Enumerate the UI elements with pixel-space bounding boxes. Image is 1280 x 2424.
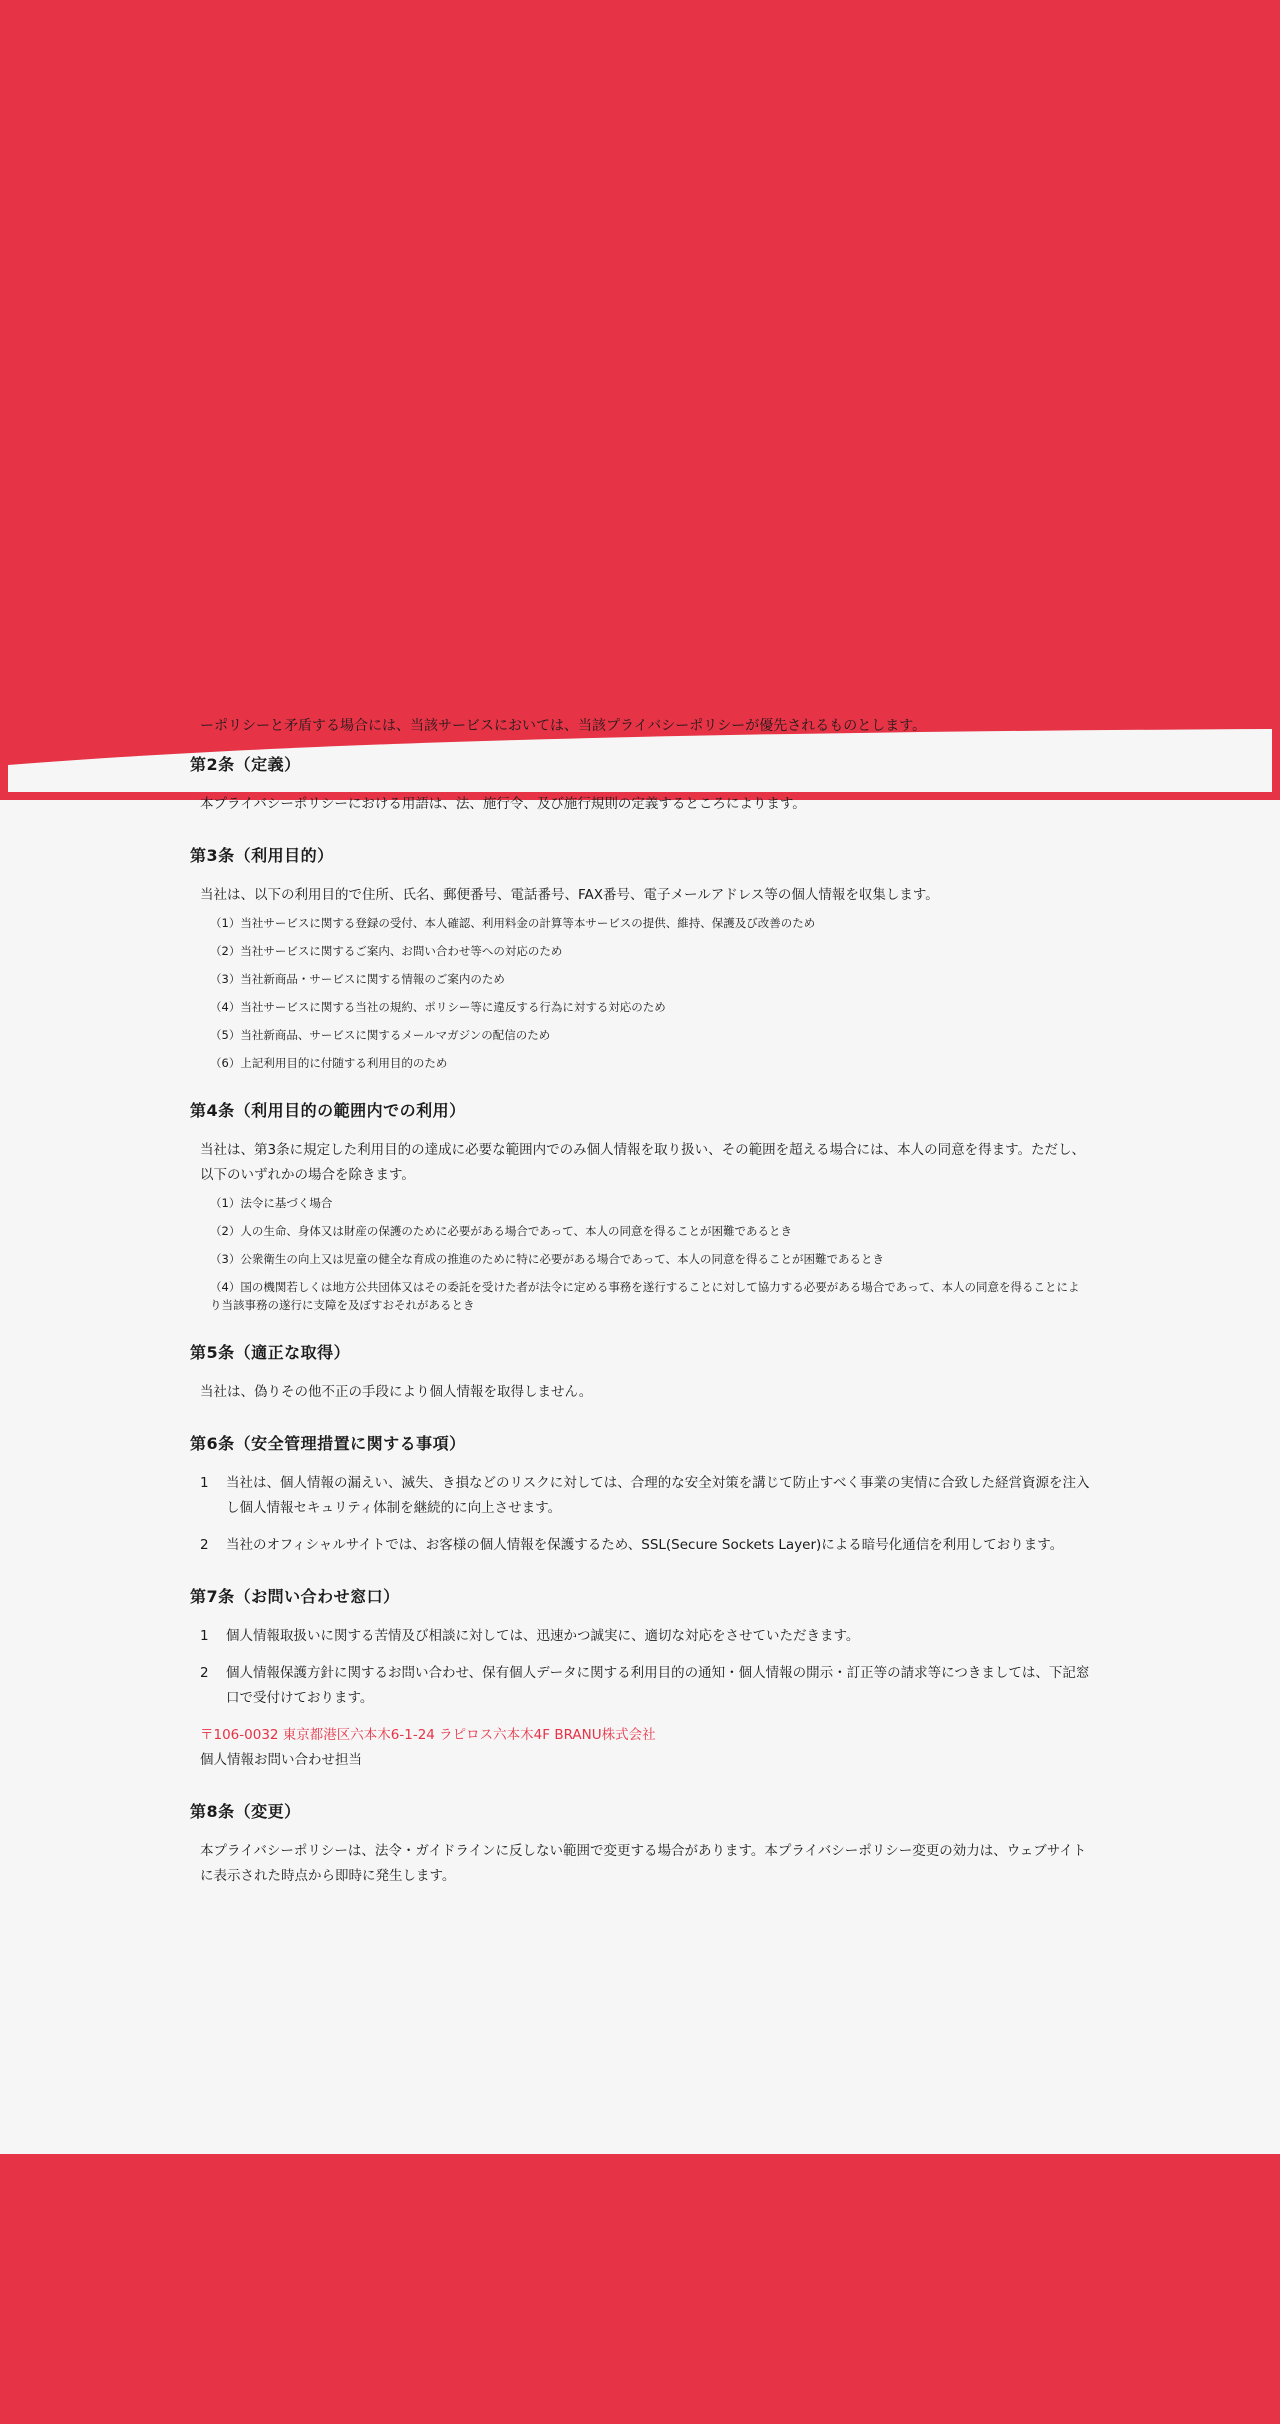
list-item: （2）人の生命、身体又は財産の保護のために必要がある場合であって、本人の同意を得ることが困難であるとき <box>210 1224 792 1238</box>
section-title: 第3条（利用目的） <box>190 846 334 865</box>
list-item: （3）当社新商品・サービスに関する情報のご案内のため <box>210 972 505 986</box>
numbered-paragraph <box>190 1471 1090 1521</box>
paragraph-number: 1 <box>200 1628 209 1644</box>
list-item: （3）公衆衛生の向上又は児童の健全な育成の推進のために特に必要がある場合であって、本人の同意を得ることが困難であるとき <box>210 1252 884 1266</box>
section-body: 当社は、以下の利用目的で住所、氏名、郵便番号、電話番号、FAX番号、電子メールアドレス等の個人情報を収集します。 <box>200 887 939 903</box>
numbered-paragraph <box>190 1624 1090 1649</box>
footer <box>0 2154 1280 2424</box>
paragraph-text: 個人情報保護方針に関するお問い合わせ、保有個人データに関する利用目的の通知・個人情報の開示・訂正等の請求等につきましては、下記窓口で受付けております。 <box>226 1665 1090 1706</box>
contact-department: 個人情報お問い合わせ担当 <box>200 1752 362 1768</box>
list-item: （4）当社サービスに関する当社の規約、ポリシー等に違反する行為に対する対応のため <box>210 1000 666 1014</box>
numbered-paragraph <box>190 1533 1090 1558</box>
section-title: 第5条（適正な取得） <box>190 1343 351 1362</box>
hero-banner <box>0 0 1280 800</box>
list-item: （2）当社サービスに関するご案内、お問い合わせ等への対応のため <box>210 944 563 958</box>
section-body: 本プライバシーポリシーは、法令・ガイドラインに反しない範囲で変更する場合があります。本プライバシーポリシー変更の効力は、ウェブサイトに表示された時点から即時に発生します。 <box>200 1843 1087 1884</box>
paragraph-text: 当社は、個人情報の漏えい、滅失、き損などのリスクに対しては、合理的な安全対策を講じて防止すべく事業の実情に合致した経営資源を注入し個人情報セキュリティ体制を継続的に向上させます。 <box>226 1475 1090 1516</box>
section-title: 第8条（変更） <box>190 1802 301 1821</box>
list-item: （4）国の機関若しくは地方公共団体又はその委託を受けた者が法令に定める事務を遂行することに対して協力する必要がある場合であって、本人の同意を得ることにより当該事務の遂行に支障を及ぼすおそれがあるとき <box>210 1280 1080 1312</box>
paragraph-number: 1 <box>200 1475 209 1491</box>
exception-list <box>190 1194 1090 1314</box>
paragraph-number: 2 <box>200 1537 209 1553</box>
numbered-paragraph <box>190 1661 1090 1711</box>
section-title: 第4条（利用目的の範囲内での利用） <box>190 1101 466 1120</box>
list-item: （1）法令に基づく場合 <box>210 1196 333 1210</box>
paragraph-text: 個人情報取扱いに関する苦情及び相談に対しては、迅速かつ誠実に、適切な対応をさせていただきます。 <box>226 1628 860 1644</box>
list-item: （5）当社新商品、サービスに関するメールマガジンの配信のため <box>210 1028 551 1042</box>
list-item: （6）上記利用目的に付随する利用目的のため <box>210 1056 448 1070</box>
list-item: （1）当社サービスに関する登録の受付、本人確認、利用料金の計算等本サービスの提供、維持、保護及び改善のため <box>210 916 816 930</box>
section-title: 第7条（お問い合わせ窓口） <box>190 1587 400 1606</box>
section-title: 第2条（定義） <box>190 755 301 774</box>
privacy-policy-content <box>190 714 1090 1889</box>
purpose-list <box>190 914 1090 1072</box>
company-address: 〒106-0032 東京都港区六本木6-1-24 ラピロス六本木4F BRANU株式会社 <box>200 1727 656 1743</box>
section-body: 当社は、偽りその他不正の手段により個人情報を取得しません。 <box>200 1384 593 1400</box>
section-title: 第6条（安全管理措置に関する事項） <box>190 1434 466 1453</box>
section-body: 本プライバシーポリシーにおける用語は、法、施行令、及び施行規則の定義するところによります。 <box>200 796 806 812</box>
intro-tail-text: ーポリシーと矛盾する場合には、当該サービスにおいては、当該プライバシーポリシーが優先されるものとします。 <box>200 718 927 734</box>
section-body: 当社は、第3条に規定した利用目的の達成に必要な範囲内でのみ個人情報を取り扱い、その範囲を超える場合には、本人の同意を得ます。ただし、以下のいずれかの場合を除きます。 <box>200 1142 1086 1183</box>
paragraph-text: 当社のオフィシャルサイトでは、お客様の個人情報を保護するため、SSL(Secure Sockets Layer)による暗号化通信を利用しております。 <box>226 1537 1064 1553</box>
paragraph-number: 2 <box>200 1665 209 1681</box>
